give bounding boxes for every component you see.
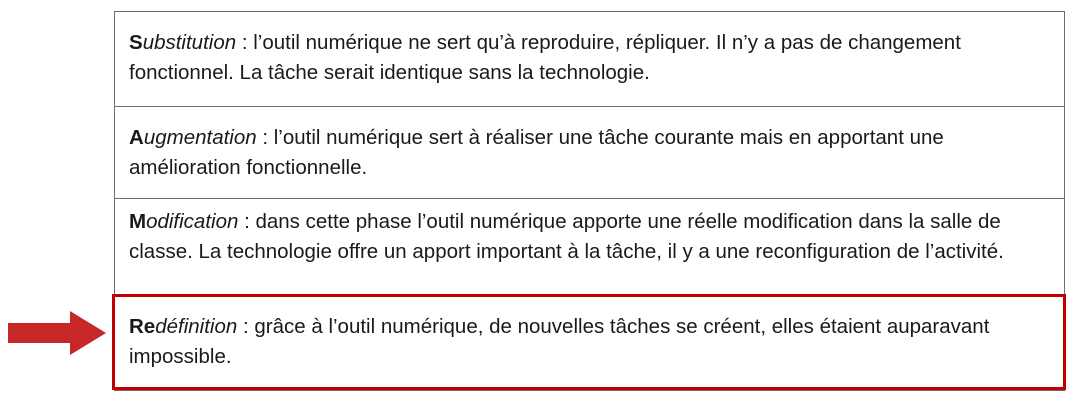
row-term: ugmentation xyxy=(143,126,257,149)
row-redefinition xyxy=(115,295,1064,390)
row-description: : l’outil numérique ne sert qu’à reproduire, répliquer. Il n’y a pas de changement fonctionnel. La tâche serait identique sans la technologie. xyxy=(129,31,961,84)
row-lead-letter: S xyxy=(129,31,143,54)
row-term: définition xyxy=(155,315,238,338)
row-term: odification xyxy=(146,210,239,233)
row-modification xyxy=(115,198,1064,295)
samr-table xyxy=(114,11,1065,391)
right-arrow-icon xyxy=(8,311,106,355)
row-substitution xyxy=(115,12,1064,106)
row-lead-letter: M xyxy=(129,210,147,233)
row-lead-letter: A xyxy=(129,126,144,149)
row-description: : grâce à l’outil numérique, de nouvelles tâches se créent, elles étaient auparavant impossible. xyxy=(129,315,990,368)
row-description: : l’outil numérique sert à réaliser une tâche courante mais en apportant une amélioration fonctionnelle. xyxy=(129,126,944,179)
row-lead-letter: Re xyxy=(129,315,156,338)
row-augmentation xyxy=(115,106,1064,198)
row-term: ubstitution xyxy=(142,31,237,54)
row-description: : dans cette phase l’outil numérique apporte une réelle modification dans la salle de classe. La technologie offre un apport important à la tâche, il y a une reconfiguration de l’activité. xyxy=(129,210,1004,263)
